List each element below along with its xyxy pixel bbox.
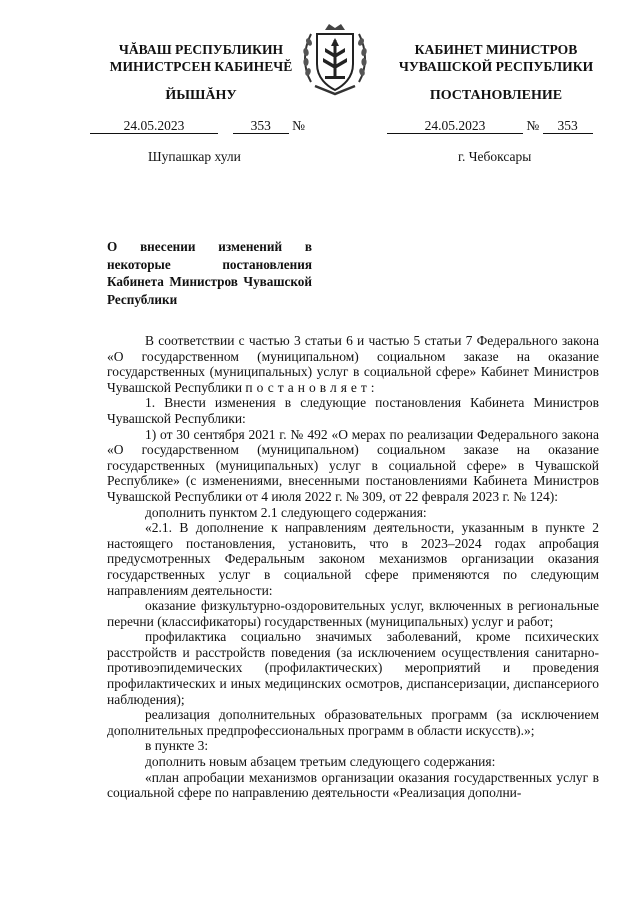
paragraph-point-2-1: «2.1. В дополнение к направлениям деятельности, указанным в пункте 2 настоящего постановления, установить, что в 2023–2024 годах апробация предусмотренных Федеральным законом механизмов организации оказания государственных услуг в социальной сфере применяются по следующим направлениям деятельности: (107, 520, 599, 598)
paragraph-additional-education: реализация дополнительных образовательных программ (за исключением дополнительных предпрофессиональных программ в области искусств).»; (107, 707, 599, 738)
paragraph-subitem-1: 1) от 30 сентября 2021 г. № 492 «О мерах по реализации Федерального закона «О государственном (муниципальном) социальном заказе на оказание государственных (муниципальных) услуг в социальной сфере» в Чувашской Республике» (с изменениями, внесенными постановлениями Кабинета Министров Чувашской Республики от 4 июля 2022 г. № 309, от 22 февраля 2023 г. № 124): (107, 426, 599, 504)
preamble-resolves: постановляет: (245, 379, 379, 395)
left-date: 24.05.2023 (90, 118, 218, 134)
right-number-sign: № (526, 118, 540, 133)
paragraph-fitness-services: оказание физкультурно-оздоровительных услуг, включенных в региональные перечни (классификаторы) государственных (муниципальных) услуг и работ; (107, 598, 599, 629)
left-number-sign: № (292, 118, 306, 133)
right-date: 24.05.2023 (387, 118, 523, 134)
right-doc-type: ПОСТАНОВЛЕНИЕ (429, 88, 563, 103)
right-org-line-2: ЧУВАШСКОЙ РЕСПУБЛИКИ (398, 59, 594, 74)
right-number: 353 (543, 118, 593, 134)
right-city: г. Чебоксары (458, 149, 532, 164)
left-number: 353 (233, 118, 289, 134)
left-date-number-line (90, 118, 305, 134)
document-subject: О внесении изменений в некоторые постановления Кабинета Министров Чувашской Республики (107, 239, 312, 307)
left-org-line-1: ЧĂВАШ РЕСПУБЛИКИН (118, 42, 284, 57)
paragraph-pilot-plan: «план апробации механизмов организации оказания государственных услуг в социальной сфере по направлению деятельности «Реализация дополни- (107, 769, 599, 801)
paragraph-preamble (107, 333, 599, 395)
paragraph-item-1: 1. Внести изменения в следующие постановления Кабинета Министров Чувашской Республики: (107, 395, 599, 426)
left-city: Шупашкар хули (148, 149, 241, 164)
paragraph-add-point: дополнить пунктом 2.1 следующего содержания: (145, 504, 427, 520)
left-org-name (90, 41, 312, 75)
left-org-line-2: МИНИСТРСЕН КАБИНЕЧĔ (109, 59, 293, 74)
paragraph-disease-prevention: профилактика социально значимых заболеваний, кроме психических расстройств и расстройств поведения (за исключением осуществления санитарно-противоэпидемических (профилактических) мероприятий и проведения профилактических и иных медицинских осмотров, диспансеризации, диспансериого наблюдения); (107, 629, 599, 707)
document-body (107, 333, 599, 801)
right-org-line-1: КАБИНЕТ МИНИСТРОВ (414, 42, 578, 57)
paragraph-add-third-paragraph: дополнить новым абзацем третьим следующего содержания: (145, 754, 496, 770)
left-doc-type: ЙЫШĂНУ (165, 88, 237, 103)
preamble-text: В соответствии с частью 3 статьи 6 и частью 5 статьи 7 Федерального закона «О государственном (муниципальном) социальном заказе на оказание государственных (муниципальных) услуг в социальной сфере» Кабинет Министров Чувашской Республики (107, 333, 599, 395)
right-org-name (375, 41, 617, 75)
paragraph-point-3: в пункте 3: (145, 738, 209, 754)
right-date-number-line (387, 118, 593, 134)
